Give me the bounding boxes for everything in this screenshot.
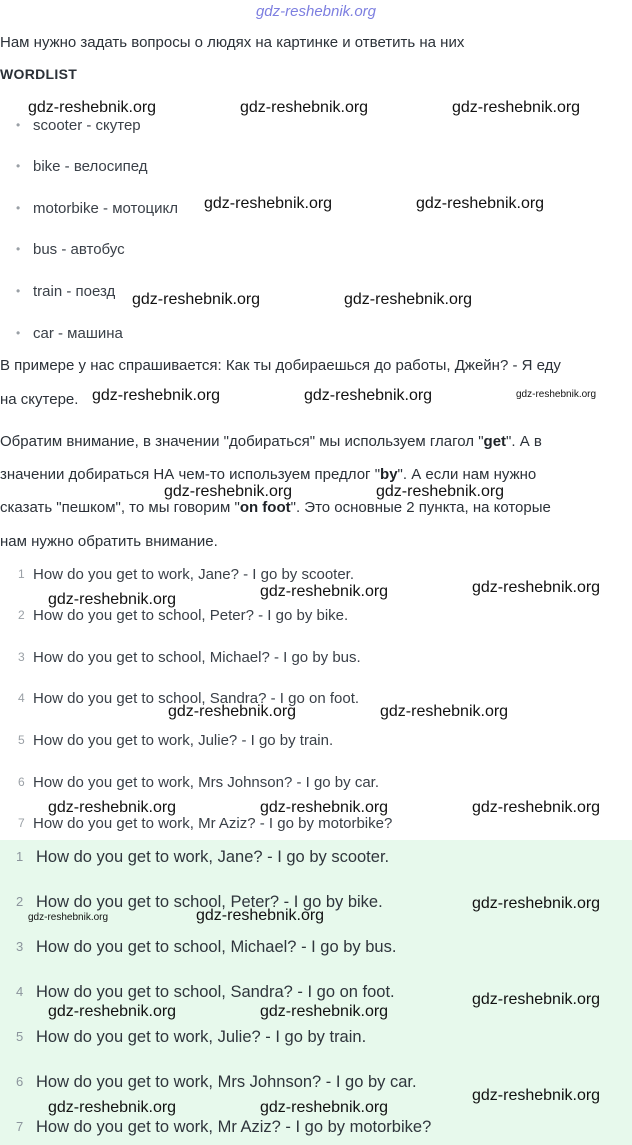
answer-text: How do you get to work, Mrs Johnson? - I go by car. <box>36 1073 417 1091</box>
answer-number <box>0 1119 36 1134</box>
explanation-line: В примере у нас спрашивается: Как ты добираешься до работы, Джейн? - Я еду <box>0 357 561 374</box>
keyword-on-foot: on foot <box>239 499 291 516</box>
answer-item <box>0 1118 431 1137</box>
watermark: gdz-reshebnik.org <box>472 895 601 912</box>
text: Обратим внимание, в значении "добираться" мы используем глагол " <box>0 433 484 450</box>
wordlist-item-text: train - поезд <box>33 283 116 300</box>
watermark: gdz-reshebnik.org <box>516 389 597 400</box>
explanation-line <box>0 433 542 450</box>
list-item <box>0 566 354 583</box>
answer-number <box>0 984 36 999</box>
list-number <box>0 650 33 664</box>
watermark: gdz-reshebnik.org <box>28 912 109 923</box>
list-text: How do you get to school, Michael? - I go by bus. <box>33 649 361 666</box>
list-item <box>0 607 348 624</box>
answer-item <box>0 848 389 867</box>
watermark: gdz-reshebnik.org <box>304 387 433 404</box>
wordlist-item <box>16 158 148 175</box>
number: 4 <box>16 984 24 999</box>
watermark: gdz-reshebnik.org <box>196 907 325 924</box>
list-item <box>0 774 379 791</box>
watermark: gdz-reshebnik.org <box>240 99 369 116</box>
number: 5 <box>18 733 25 747</box>
list-number <box>0 608 33 622</box>
watermark: gdz-reshebnik.org <box>92 387 221 404</box>
watermark: gdz-reshebnik.org <box>472 1087 601 1104</box>
watermark: gdz-reshebnik.org <box>48 591 177 608</box>
wordlist-item <box>16 283 115 300</box>
list-number <box>0 816 33 830</box>
text: ". А в <box>506 433 542 450</box>
bullet: • <box>16 159 21 173</box>
watermark: gdz-reshebnik.org <box>260 1099 389 1116</box>
wordlist-item-text: motorbike - мотоцикл <box>33 200 179 217</box>
wordlist-title: WORDLIST <box>0 66 78 82</box>
answer-text: How do you get to school, Sandra? - I go on foot. <box>36 983 395 1001</box>
bullet: • <box>16 242 21 256</box>
number: 1 <box>16 849 24 864</box>
site-title[interactable]: gdz-reshebnik.org <box>255 3 377 20</box>
answer-item <box>0 893 383 912</box>
bullet: • <box>16 201 21 215</box>
explanation-line: нам нужно обратить внимание. <box>0 533 218 550</box>
watermark: gdz-reshebnik.org <box>204 195 333 212</box>
text: ". А если нам нужно <box>397 466 537 483</box>
explanation-line <box>0 499 551 516</box>
wordlist-item-text: bus - автобус <box>33 241 125 258</box>
text: значении добираться НА чем-то используем предлог " <box>0 466 381 483</box>
text: сказать "пешком", то мы говорим " <box>0 499 240 516</box>
wordlist-item <box>16 325 123 342</box>
watermark: gdz-reshebnik.org <box>472 579 601 596</box>
list-text: How do you get to work, Mrs Johnson? - I go by car. <box>33 774 379 791</box>
list-number <box>0 691 33 705</box>
answer-number <box>0 1074 36 1089</box>
answer-text: How do you get to school, Michael? - I go by bus. <box>36 938 397 956</box>
watermark: gdz-reshebnik.org <box>380 703 509 720</box>
bullet: • <box>16 326 21 340</box>
number: 4 <box>18 691 25 705</box>
watermark: gdz-reshebnik.org <box>48 799 177 816</box>
answer-item <box>0 1073 417 1092</box>
number: 2 <box>16 894 24 909</box>
number: 2 <box>18 608 25 622</box>
wordlist-item-text: car - машина <box>33 325 123 342</box>
bullet: • <box>16 284 21 298</box>
bullet: • <box>16 118 21 132</box>
explanation-line: на скутере. <box>0 391 79 408</box>
answer-text: How do you get to school, Peter? - I go by bike. <box>36 893 383 911</box>
keyword-by: by <box>380 466 398 483</box>
list-item <box>0 732 333 749</box>
watermark: gdz-reshebnik.org <box>168 703 297 720</box>
answer-item <box>0 938 396 957</box>
list-item <box>0 649 361 666</box>
number: 7 <box>16 1119 24 1134</box>
intro-text: Нам нужно задать вопросы о людях на картинке и ответить на них <box>0 34 465 51</box>
answer-number <box>0 1029 36 1044</box>
list-item <box>0 815 392 832</box>
watermark: gdz-reshebnik.org <box>472 799 601 816</box>
number: 5 <box>16 1029 24 1044</box>
answer-item <box>0 983 395 1002</box>
list-text: How do you get to work, Jane? - I go by scooter. <box>33 566 355 583</box>
wordlist-item-text: scooter - скутер <box>33 117 141 134</box>
answer-text: How do you get to work, Jane? - I go by scooter. <box>36 848 390 866</box>
list-text: How do you get to school, Peter? - I go by bike. <box>33 607 349 624</box>
number: 6 <box>18 775 25 789</box>
list-text: How do you get to work, Julie? - I go by train. <box>33 732 334 749</box>
list-text: How do you get to work, Mr Aziz? - I go by motorbike? <box>33 815 393 832</box>
number: 1 <box>18 567 25 581</box>
watermark: gdz-reshebnik.org <box>344 291 473 308</box>
watermark: gdz-reshebnik.org <box>48 1099 177 1116</box>
wordlist-item-text: bike - велосипед <box>33 158 148 175</box>
watermark: gdz-reshebnik.org <box>132 291 261 308</box>
answer-text: How do you get to work, Julie? - I go by train. <box>36 1028 367 1046</box>
list-text: How do you get to school, Sandra? - I go on foot. <box>33 690 360 707</box>
watermark: gdz-reshebnik.org <box>376 483 505 500</box>
wordlist-item <box>16 117 141 134</box>
list-number <box>0 733 33 747</box>
watermark: gdz-reshebnik.org <box>416 195 545 212</box>
watermark: gdz-reshebnik.org <box>48 1003 177 1020</box>
number: 6 <box>16 1074 24 1089</box>
number: 3 <box>16 939 24 954</box>
watermark: gdz-reshebnik.org <box>28 99 157 116</box>
watermark: gdz-reshebnik.org <box>260 583 389 600</box>
number: 3 <box>18 650 25 664</box>
answer-text: How do you get to work, Mr Aziz? - I go by motorbike? <box>36 1118 432 1136</box>
watermark: gdz-reshebnik.org <box>260 1003 389 1020</box>
list-number <box>0 775 33 789</box>
answer-item <box>0 1028 366 1047</box>
watermark: gdz-reshebnik.org <box>452 99 581 116</box>
answer-number <box>0 849 36 864</box>
answer-number <box>0 894 36 909</box>
watermark: gdz-reshebnik.org <box>260 799 389 816</box>
text: ". Это основные 2 пункта, на которые <box>290 499 551 516</box>
watermark: gdz-reshebnik.org <box>472 991 601 1008</box>
keyword-get: get <box>483 433 507 450</box>
watermark: gdz-reshebnik.org <box>164 483 293 500</box>
number: 7 <box>18 816 25 830</box>
list-number <box>0 567 33 581</box>
wordlist-item <box>16 200 178 217</box>
wordlist-item <box>16 241 125 258</box>
explanation-line <box>0 466 536 483</box>
answer-number <box>0 939 36 954</box>
